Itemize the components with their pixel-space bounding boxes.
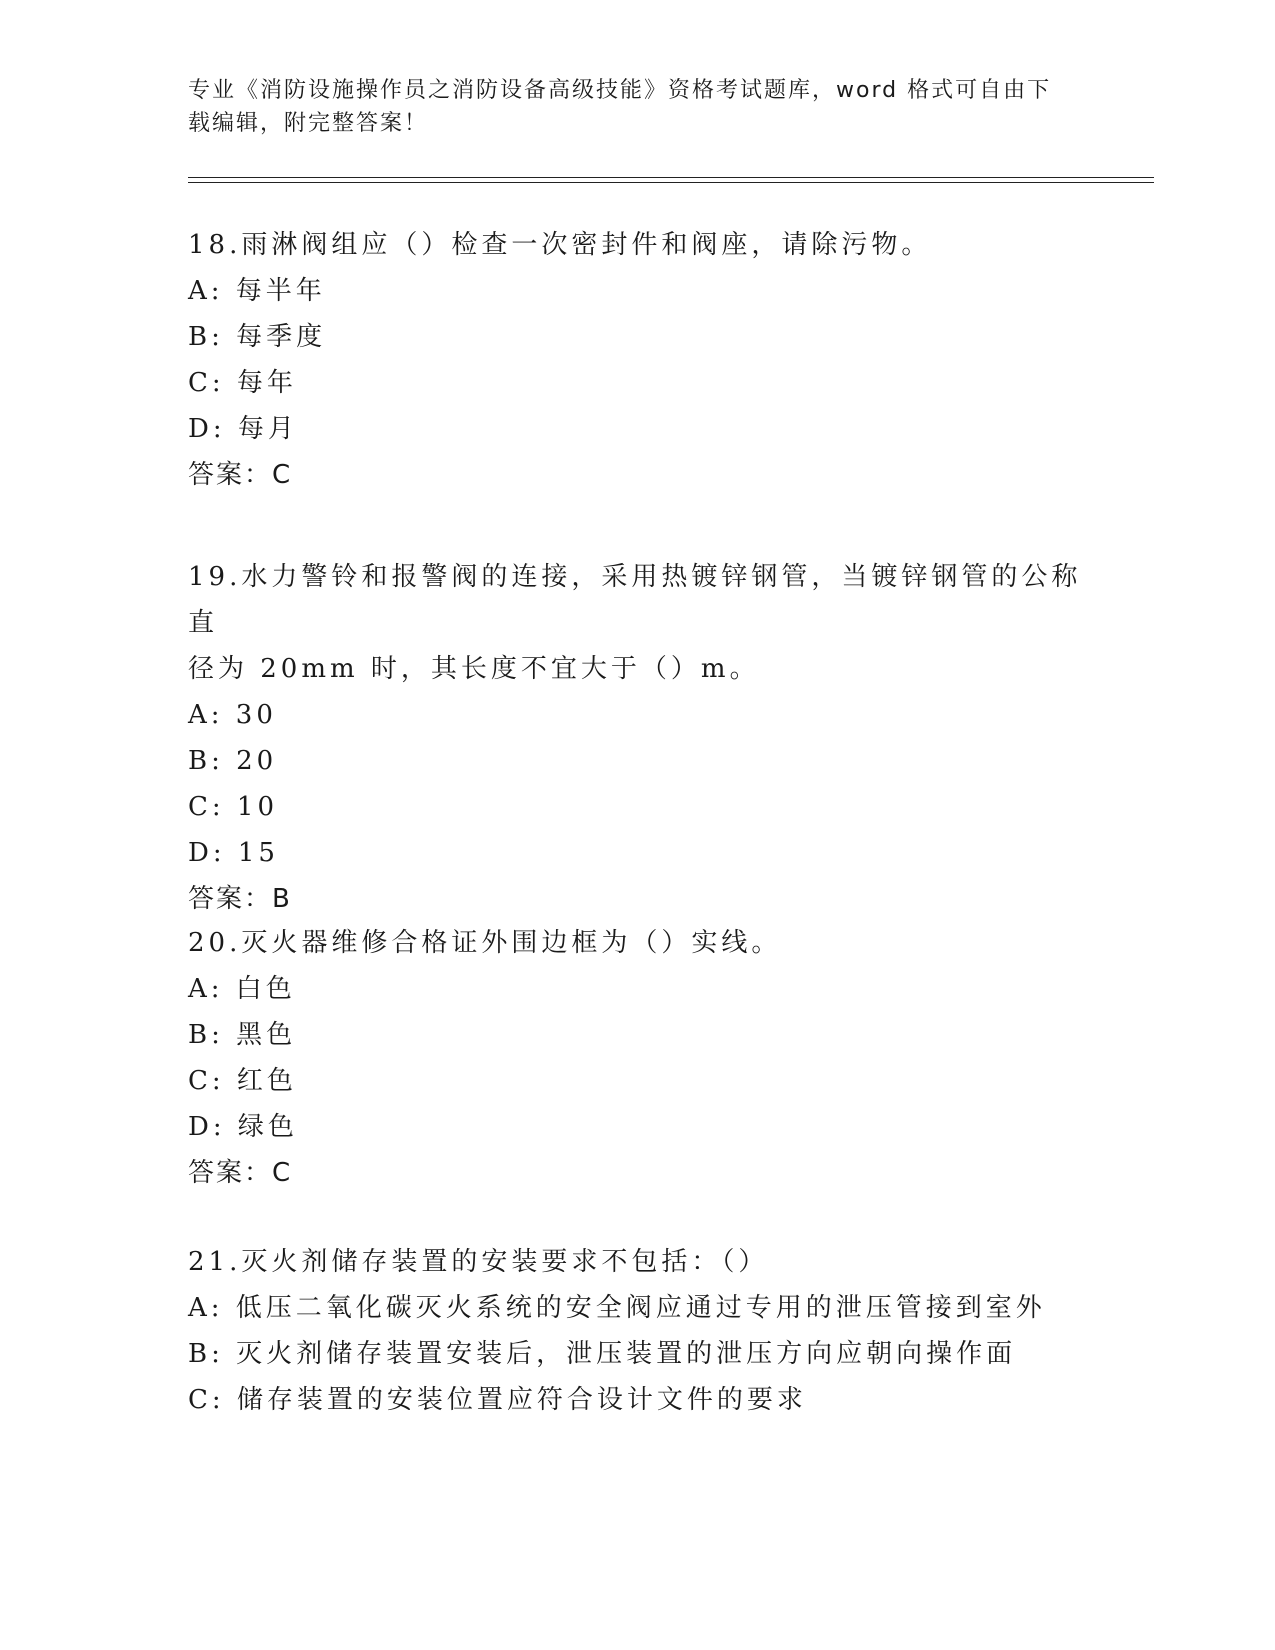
- option-a: A: 低压二氧化碳灭火系统的安全阀应通过专用的泄压管接到室外: [188, 1293, 1046, 1323]
- question-21: [188, 1239, 1088, 1423]
- question-18: [188, 222, 1088, 498]
- option-d: D: 15: [188, 838, 279, 868]
- option-b: B: 黑色: [188, 1020, 297, 1050]
- question-stem: 18.雨淋阀组应（）检查一次密封件和阀座，请除污物。: [188, 230, 932, 260]
- question-stem-line-1: 19.水力警铃和报警阀的连接，采用热镀锌钢管，当镀锌钢管的公称直: [188, 562, 1082, 638]
- option-c: C: 红色: [188, 1066, 297, 1096]
- option-a: A: 30: [188, 700, 277, 730]
- option-b: B: 20: [188, 746, 278, 776]
- option-a: A: 每半年: [188, 276, 326, 306]
- header-line-2: 载编辑，附完整答案！: [188, 111, 429, 136]
- question-stem: 20.灭火器维修合格证外围边框为（）实线。: [188, 928, 782, 958]
- header-line-1: 专业《消防设施操作员之消防设备高级技能》资格考试题库，word 格式可自由下: [188, 78, 1052, 103]
- option-a: A: 白色: [188, 974, 296, 1004]
- answer: 答案：C: [188, 460, 293, 490]
- answer: 答案：B: [188, 884, 292, 914]
- option-c: C: 10: [188, 792, 279, 822]
- option-d: D: 每月: [188, 414, 298, 444]
- option-c: C: 储存装置的安装位置应符合设计文件的要求: [188, 1385, 807, 1415]
- question-stem-line-2: 径为 20mm 时，其长度不宜大于（）m。: [188, 654, 760, 684]
- option-b: B: 灭火剂储存装置安装后，泄压装置的泄压方向应朝向操作面: [188, 1339, 1017, 1369]
- question-19: [188, 554, 1088, 922]
- answer: 答案：C: [188, 1158, 293, 1188]
- question-stem: 21.灭火剂储存装置的安装要求不包括：（）: [188, 1247, 769, 1277]
- option-b: B: 每季度: [188, 322, 327, 352]
- option-c: C: 每年: [188, 368, 297, 398]
- document-header: [188, 74, 1068, 140]
- option-d: D: 绿色: [188, 1112, 298, 1142]
- question-20: [188, 920, 1088, 1196]
- header-divider: [188, 177, 1154, 183]
